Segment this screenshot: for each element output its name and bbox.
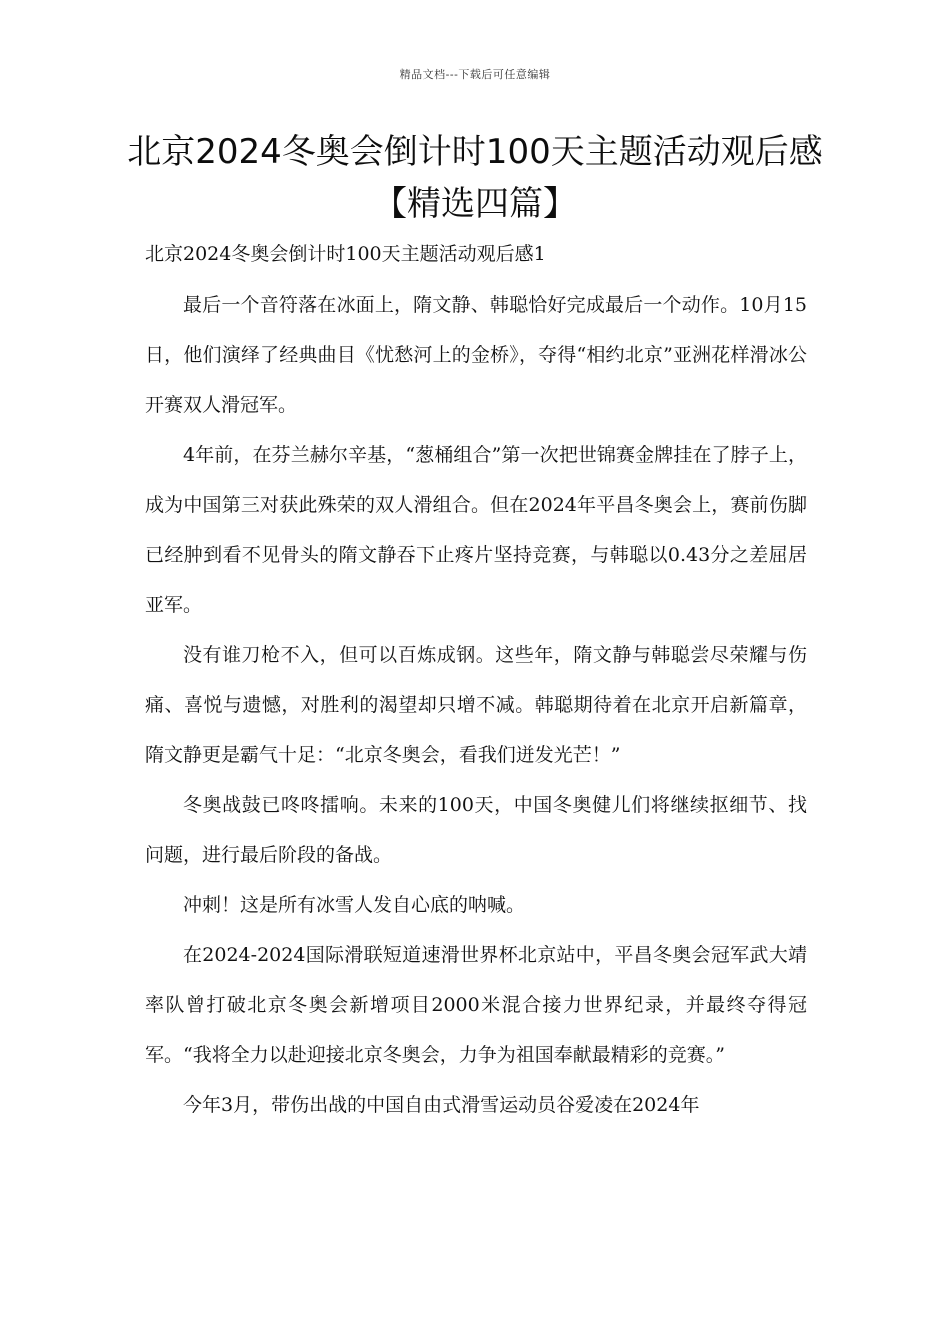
paragraph-1: 最后一个音符落在冰面上，隋文静、韩聪恰好完成最后一个动作。10月15日，他们演绎了经典曲目《忧愁河上的金桥》，夺得“相约北京”亚洲花样滑冰公开赛双人滑冠军。 xyxy=(145,294,807,416)
section-subtitle: 北京2024冬奥会倒计时100天主题活动观后感1 xyxy=(145,243,546,265)
paragraph-4: 冬奥战鼓已咚咚擂响。未来的100天，中国冬奥健儿们将继续抠细节、找问题，进行最后阶段的备战。 xyxy=(145,794,807,866)
paragraph-5: 冲刺！这是所有冰雪人发自心底的呐喊。 xyxy=(183,894,526,916)
document-title: 北京2024冬奥会倒计时100天主题活动观后感【精选四篇】 xyxy=(127,132,823,224)
paragraph-7: 今年3月，带伤出战的中国自由式滑雪运动员谷爱凌在2024年 xyxy=(183,1094,700,1116)
paragraph-2: 4年前，在芬兰赫尔辛基，“葱桶组合”第一次把世锦赛金牌挂在了脖子上，成为中国第三对获此殊荣的双人滑组合。但在2024年平昌冬奥会上，赛前伤脚已经肿到看不见骨头的隋文静吞下止疼片坚持竞赛，与韩聪以0.43分之差屈居亚军。 xyxy=(145,444,807,616)
header-note: 精品文档---下载后可任意编辑 xyxy=(399,68,551,81)
paragraph-6: 在2024-2024国际滑联短道速滑世界杯北京站中，平昌冬奥会冠军武大靖率队曾打破北京冬奥会新增项目2000米混合接力世界纪录，并最终夺得冠军。“我将全力以赴迎接北京冬奥会，力争为祖国奉献最精彩的竞赛。” xyxy=(145,944,807,1066)
paragraph-3: 没有谁刀枪不入，但可以百炼成钢。这些年，隋文静与韩聪尝尽荣耀与伤痛、喜悦与遗憾，对胜利的渴望却只增不减。韩聪期待着在北京开启新篇章，隋文静更是霸气十足：“北京冬奥会，看我们迸发光芒！” xyxy=(145,644,807,766)
document-body xyxy=(145,280,807,1130)
